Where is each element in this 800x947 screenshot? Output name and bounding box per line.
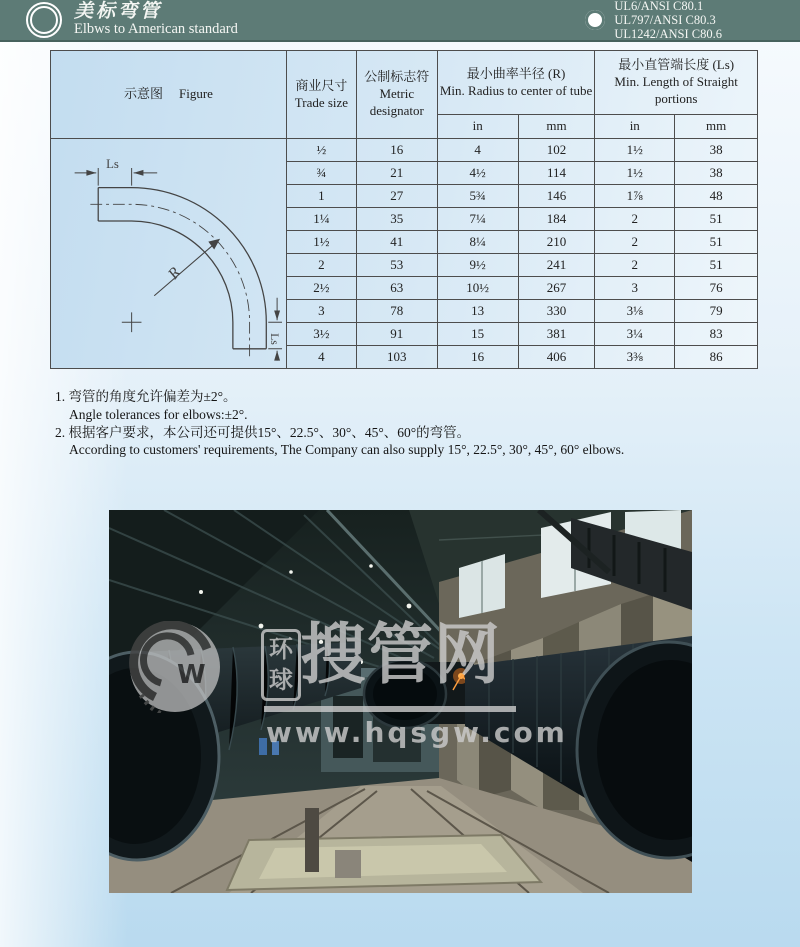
- table-cell: 79: [675, 300, 758, 323]
- table-row: [51, 139, 758, 162]
- notes: [55, 388, 755, 459]
- table-cell: 2: [595, 208, 675, 231]
- page-header: [0, 0, 800, 42]
- spec-table: [50, 50, 758, 369]
- standard-line: UL6/ANSI C80.1: [614, 0, 704, 13]
- table-cell: 51: [675, 208, 758, 231]
- table-cell: 1½: [595, 162, 675, 185]
- table-cell: 3: [286, 300, 356, 323]
- table-cell: 48: [675, 185, 758, 208]
- table-cell: 3: [595, 277, 675, 300]
- table-cell: 15: [437, 323, 518, 346]
- table-cell: 2: [595, 231, 675, 254]
- note-2-cn: 2. 根据客户要求，本公司还可提供15°、22.5°、30°、45°、60°的弯管。: [55, 424, 471, 440]
- page-title-cn: 美标弯管: [74, 1, 163, 23]
- subcol-radius-mm: mm: [518, 115, 595, 139]
- table-cell: 13: [437, 300, 518, 323]
- table-cell: 41: [356, 231, 437, 254]
- table-cell: 27: [356, 185, 437, 208]
- table-cell: 406: [518, 346, 595, 369]
- table-cell: 86: [675, 346, 758, 369]
- table-cell: 4: [437, 139, 518, 162]
- table-cell: 3⅛: [595, 300, 675, 323]
- arrowhead: [275, 351, 281, 361]
- table-cell: 76: [675, 277, 758, 300]
- table-cell: 114: [518, 162, 595, 185]
- table-cell: 1⅞: [595, 185, 675, 208]
- col-header-figure: 示意图 Figure: [51, 51, 287, 139]
- arrowhead: [275, 311, 281, 321]
- table-cell: 3¼: [595, 323, 675, 346]
- table-cell: 7¼: [437, 208, 518, 231]
- standard-line: UL797/ANSI C80.3: [614, 13, 716, 27]
- table-cell: 35: [356, 208, 437, 231]
- table-cell: 51: [675, 231, 758, 254]
- pipe-inner-wall: [99, 221, 234, 349]
- figure-label-ls-side: Ls: [268, 333, 283, 345]
- page-titles: [74, 2, 238, 38]
- table-cell: 103: [356, 346, 437, 369]
- page-title-en: Elbws to American standard: [74, 21, 238, 37]
- table-cell: 9½: [437, 254, 518, 277]
- header-left: [0, 2, 238, 38]
- table-cell: 3½: [286, 323, 356, 346]
- table-cell: ½: [286, 139, 356, 162]
- pipe-centerline: [91, 204, 250, 357]
- table-cell: 2: [286, 254, 356, 277]
- table-cell: 78: [356, 300, 437, 323]
- table-cell: 53: [356, 254, 437, 277]
- factory-photo: [109, 510, 692, 893]
- table-cell: 2½: [286, 277, 356, 300]
- elbow-figure-cell: [51, 139, 287, 369]
- arrowhead: [134, 170, 144, 176]
- figure-label-radius: R: [165, 264, 185, 283]
- table-cell: 63: [356, 277, 437, 300]
- pipe-outer-wall: [99, 188, 267, 349]
- table-cell: 51: [675, 254, 758, 277]
- watermark-brand-vertical: 环球: [261, 629, 301, 701]
- figure-label-ls-top: Ls: [106, 156, 120, 171]
- arrowhead: [87, 170, 97, 176]
- watermark-logo-letter: W: [177, 660, 206, 690]
- subcol-straight-mm: mm: [675, 115, 758, 139]
- col-header-metric: 公制标志符 Metric designator: [356, 51, 437, 139]
- table-cell: 3⅜: [595, 346, 675, 369]
- header-right: [585, 0, 800, 41]
- col-header-straight: 最小直管端长度 (Ls) Min. Length of Straight portions: [595, 51, 758, 115]
- watermark-underline: [264, 706, 516, 712]
- table-cell: 210: [518, 231, 595, 254]
- watermark-brand-main: 搜管网: [300, 616, 501, 693]
- table-cell: 91: [356, 323, 437, 346]
- table-cell: 21: [356, 162, 437, 185]
- col-header-trade-size: 商业尺寸 Trade size: [286, 51, 356, 139]
- note-2-en: According to customers' requirements, The Company can also supply 15°, 22.5°, 30°, 45°, 60° elbows.: [69, 442, 625, 458]
- table-cell: 102: [518, 139, 595, 162]
- standards-list: [614, 0, 722, 41]
- table-cell: 146: [518, 185, 595, 208]
- table-cell: 381: [518, 323, 595, 346]
- table-cell: 1¼: [286, 208, 356, 231]
- col-header-radius: 最小曲率半径 (R) Min. Radius to center of tube: [437, 51, 595, 115]
- note-1-cn: 1. 弯管的角度允许偏差为±2°。: [55, 389, 237, 404]
- table-cell: 1: [286, 185, 356, 208]
- watermark-url: www.hqsgw.com: [266, 716, 568, 749]
- standard-line: UL1242/ANSI C80.6: [614, 27, 722, 41]
- watermark-logo-icon: [129, 621, 221, 713]
- table-cell: ¾: [286, 162, 356, 185]
- table-cell: 2: [595, 254, 675, 277]
- table-cell: 1½: [595, 139, 675, 162]
- subcol-radius-in: in: [437, 115, 518, 139]
- note-1-en: Angle tolerances for elbows:±2°.: [69, 406, 248, 422]
- table-cell: 38: [675, 139, 758, 162]
- table-cell: 4: [286, 346, 356, 369]
- table-cell: 16: [437, 346, 518, 369]
- table-cell: 8¼: [437, 231, 518, 254]
- table-cell: 267: [518, 277, 595, 300]
- table-cell: 83: [675, 323, 758, 346]
- table-cell: 241: [518, 254, 595, 277]
- table-cell: 5¾: [437, 185, 518, 208]
- table-cell: 10½: [437, 277, 518, 300]
- table-cell: 4½: [437, 162, 518, 185]
- table-cell: 1½: [286, 231, 356, 254]
- table-cell: 16: [356, 139, 437, 162]
- elbow-diagram: [53, 140, 283, 362]
- bullet-circle-icon: [585, 10, 605, 30]
- double-ring-icon: [26, 2, 62, 38]
- table-cell: 184: [518, 208, 595, 231]
- table-cell: 38: [675, 162, 758, 185]
- table-cell: 330: [518, 300, 595, 323]
- subcol-straight-in: in: [595, 115, 675, 139]
- watermark: [109, 510, 692, 893]
